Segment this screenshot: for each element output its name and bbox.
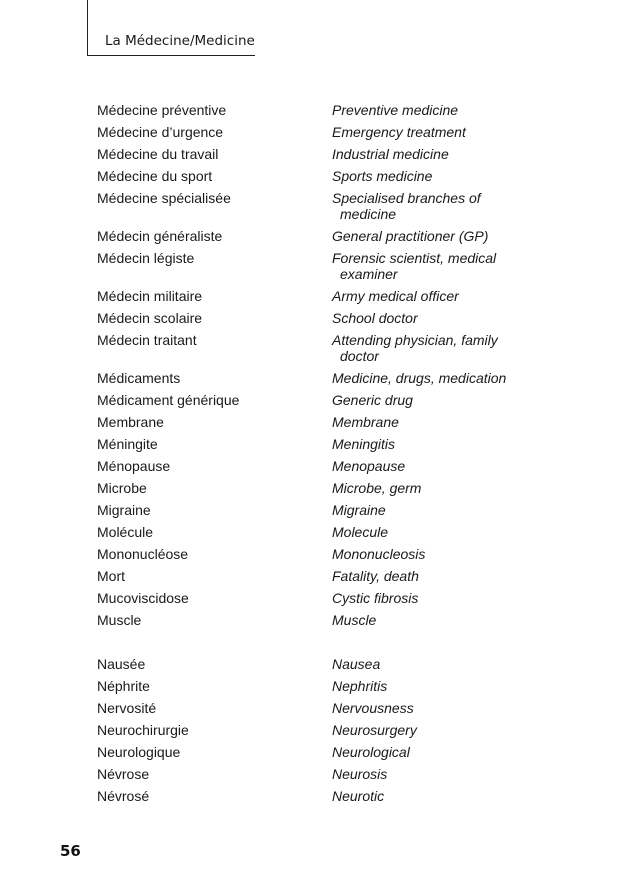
english-translation — [332, 609, 532, 631]
glossary-entry — [97, 307, 537, 329]
french-term: Neurologique — [97, 744, 181, 760]
english-translation-text: Specialised branches of — [332, 190, 481, 206]
english-translation-text: Forensic scientist, medical — [332, 250, 497, 266]
french-term: Molécule — [97, 524, 154, 540]
glossary-entry — [97, 719, 537, 741]
glossary-entry — [97, 433, 537, 455]
glossary-list — [97, 99, 537, 807]
french-term: Mononucléose — [97, 546, 189, 562]
french-term: Mort — [97, 568, 125, 584]
glossary-entry — [97, 99, 537, 121]
english-translation — [332, 785, 532, 807]
english-translation — [332, 411, 532, 433]
english-translation-text: Preventive medicine — [332, 102, 459, 118]
english-translation — [332, 187, 532, 225]
glossary-entry — [97, 285, 537, 307]
french-term: Mucoviscidose — [97, 590, 189, 606]
glossary-entry — [97, 165, 537, 187]
english-translation — [332, 165, 532, 187]
glossary-entry — [97, 389, 537, 411]
english-translation — [332, 675, 532, 697]
glossary-entry — [97, 785, 537, 807]
english-translation — [332, 99, 532, 121]
french-term: Médecin scolaire — [97, 310, 203, 326]
french-term: Médecin généraliste — [97, 228, 223, 244]
glossary-entry — [97, 653, 537, 675]
glossary-entry — [97, 187, 537, 225]
glossary-entry — [97, 143, 537, 165]
english-translation-text: Army medical officer — [332, 288, 459, 304]
english-translation-text: Neurotic — [332, 788, 385, 804]
french-term: Médecine du travail — [97, 146, 219, 162]
english-translation-text: Industrial medicine — [332, 146, 449, 162]
english-translation — [332, 543, 532, 565]
english-translation — [332, 697, 532, 719]
french-term: Nausée — [97, 656, 146, 672]
english-translation-text: Mononucleosis — [332, 546, 426, 562]
glossary-entry — [97, 367, 537, 389]
english-translation — [332, 307, 532, 329]
english-translation-text: Generic drug — [332, 392, 413, 408]
glossary-entry — [97, 543, 537, 565]
english-translation — [332, 499, 532, 521]
french-term: Ménopause — [97, 458, 171, 474]
glossary-entry — [97, 697, 537, 719]
english-translation-text: Neurological — [332, 744, 410, 760]
header-vertical-rule — [87, 0, 88, 56]
english-translation — [332, 329, 532, 367]
french-term: Médicaments — [97, 370, 181, 386]
page-number: 56 — [60, 842, 81, 860]
english-translation-text: Nausea — [332, 656, 381, 672]
english-translation — [332, 121, 532, 143]
french-term: Médecine préventive — [97, 102, 227, 118]
english-translation-text: General practitioner (GP) — [332, 228, 489, 244]
english-translation-text: Cystic fibrosis — [332, 590, 419, 606]
french-term: Muscle — [97, 612, 142, 628]
english-translation-text: Menopause — [332, 458, 406, 474]
english-translation — [332, 143, 532, 165]
english-translation — [332, 455, 532, 477]
english-translation — [332, 741, 532, 763]
glossary-entry — [97, 411, 537, 433]
english-translation-continuation: examiner — [340, 266, 398, 282]
english-translation-text: Microbe, germ — [332, 480, 422, 496]
english-translation-text: Emergency treatment — [332, 124, 466, 140]
english-translation — [332, 285, 532, 307]
french-term: Médecin militaire — [97, 288, 203, 304]
english-translation — [332, 433, 532, 455]
glossary-entry — [97, 329, 537, 367]
english-translation-text: Attending physician, family — [332, 332, 498, 348]
english-translation — [332, 653, 532, 675]
english-translation-continuation: doctor — [340, 348, 379, 364]
glossary-entry — [97, 521, 537, 543]
french-term: Névrose — [97, 766, 150, 782]
english-translation-text: Sports medicine — [332, 168, 433, 184]
glossary-entry — [97, 763, 537, 785]
french-term: Migraine — [97, 502, 151, 518]
english-translation-text: Medicine, drugs, medication — [332, 370, 507, 386]
french-term: Méningite — [97, 436, 158, 452]
glossary-entry — [97, 225, 537, 247]
english-translation-text: Neurosurgery — [332, 722, 417, 738]
french-term: Médecin légiste — [97, 250, 195, 266]
english-translation — [332, 389, 532, 411]
glossary-entry — [97, 609, 537, 631]
english-translation-text: Membrane — [332, 414, 399, 430]
french-term: Médecine d’urgence — [97, 124, 224, 140]
english-translation-continuation: medicine — [340, 206, 397, 222]
english-translation — [332, 225, 532, 247]
english-translation-text: Molecule — [332, 524, 389, 540]
english-translation-text: Migraine — [332, 502, 386, 518]
english-translation-text: Meningitis — [332, 436, 396, 452]
french-term: Névrosé — [97, 788, 150, 804]
glossary-entry — [97, 741, 537, 763]
english-translation-text: Nephritis — [332, 678, 388, 694]
english-translation — [332, 521, 532, 543]
english-translation-text: Muscle — [332, 612, 377, 628]
glossary-entry — [97, 247, 537, 285]
french-term: Médecine du sport — [97, 168, 213, 184]
header-horizontal-rule — [87, 55, 255, 56]
english-translation — [332, 587, 532, 609]
glossary-entry — [97, 675, 537, 697]
english-translation-text: Nervousness — [332, 700, 414, 716]
english-translation-text: Neurosis — [332, 766, 388, 782]
glossary-entry — [97, 565, 537, 587]
english-translation-text: School doctor — [332, 310, 418, 326]
french-term: Médecin traitant — [97, 332, 197, 348]
english-translation — [332, 477, 532, 499]
glossary-entry — [97, 587, 537, 609]
glossary-entry — [97, 499, 537, 521]
english-translation-text: Fatality, death — [332, 568, 419, 584]
english-translation — [332, 367, 532, 389]
glossary-entry — [97, 121, 537, 143]
french-term: Néphrite — [97, 678, 150, 694]
glossary-entry — [97, 455, 537, 477]
french-term: Neurochirurgie — [97, 722, 189, 738]
running-header-title: La Médecine/Medicine — [105, 33, 255, 49]
english-translation — [332, 719, 532, 741]
glossary-entry — [97, 477, 537, 499]
french-term: Nervosité — [97, 700, 157, 716]
french-term: Membrane — [97, 414, 164, 430]
english-translation — [332, 565, 532, 587]
french-term: Médicament générique — [97, 392, 240, 408]
english-translation — [332, 763, 532, 785]
french-term: Microbe — [97, 480, 147, 496]
french-term: Médecine spécialisée — [97, 190, 231, 206]
english-translation — [332, 247, 532, 285]
